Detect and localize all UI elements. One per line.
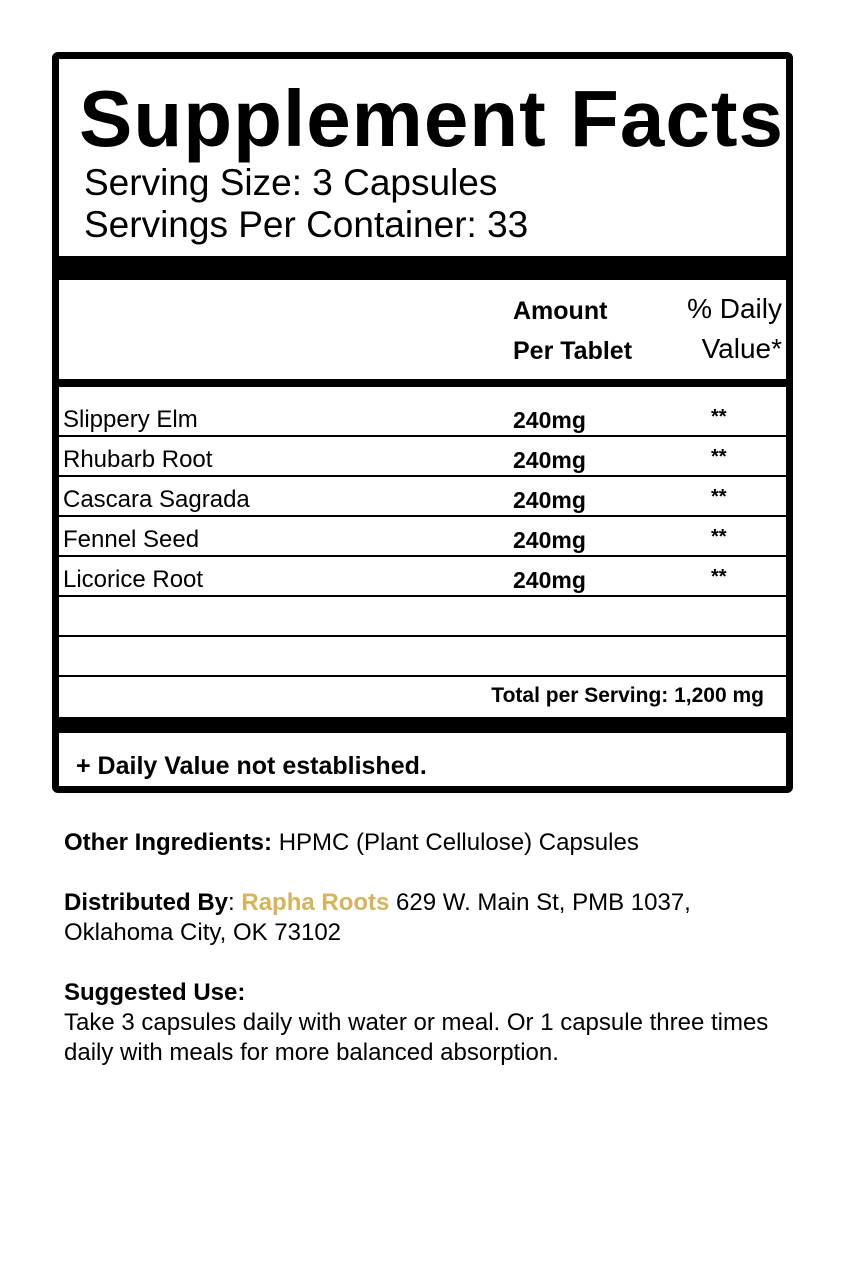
distributed-by-label: Distributed By [64, 889, 229, 916]
ingredient-amount: 240mg [513, 487, 586, 513]
table-row-empty [59, 637, 786, 677]
ingredient-name: Licorice Root [63, 566, 204, 593]
table-row [59, 437, 786, 477]
ingredient-daily-value: ** [711, 486, 727, 508]
ingredient-amount: 240mg [513, 567, 586, 593]
servings-per-container: Servings Per Container: 33 [84, 204, 529, 245]
other-ingredients [64, 828, 784, 858]
supplement-facts-panel [52, 52, 793, 793]
amount-header-line1: Amount [513, 297, 608, 325]
table-row [59, 397, 786, 437]
ingredient-daily-value: ** [711, 566, 727, 588]
ingredient-name: Slippery Elm [63, 406, 198, 433]
ingredient-name: Rhubarb Root [63, 446, 213, 473]
amount-header-line2: Per Tablet [513, 337, 633, 365]
ingredient-table [59, 397, 786, 677]
dv-header-line2: Value* [701, 333, 782, 364]
other-ingredients-value: HPMC (Plant Cellulose) Capsules [272, 829, 639, 856]
total-per-serving: Total per Serving: 1,200 mg [491, 684, 764, 707]
brand-name: Rapha Roots [241, 889, 390, 916]
ingredient-amount: 240mg [513, 447, 586, 473]
ingredient-name: Fennel Seed [63, 526, 200, 553]
other-ingredients-label: Other Ingredients: [64, 829, 273, 856]
ingredient-daily-value: ** [711, 446, 727, 468]
address-line1: 629 W. Main St, PMB 1037, [389, 889, 691, 916]
table-row-empty [59, 597, 786, 637]
table-row [59, 517, 786, 557]
table-row [59, 477, 786, 517]
distributed-by [64, 888, 784, 948]
distributed-by-line1 [64, 888, 784, 918]
distributed-by-colon: : [228, 889, 242, 916]
panel-title: Supplement Facts [79, 74, 785, 163]
thick-divider [59, 256, 786, 280]
address-line2: Oklahoma City, OK 73102 [64, 919, 342, 946]
suggested-use-label: Suggested Use: [64, 979, 246, 1006]
daily-value-column-header [642, 289, 782, 369]
ingredient-daily-value: ** [711, 406, 727, 428]
header-divider [59, 379, 786, 387]
table-row [59, 557, 786, 597]
serving-size: Serving Size: 3 Capsules [84, 162, 498, 203]
suggested-use-text: Take 3 capsules daily with water or meal. Or 1 capsule three times daily with meals for more balanced absorption. [64, 1009, 769, 1066]
dv-header-line1: % Daily [687, 293, 782, 324]
ingredient-amount: 240mg [513, 407, 586, 433]
suggested-use [64, 978, 784, 1068]
ingredient-daily-value: ** [711, 526, 727, 548]
footer-divider [59, 717, 786, 733]
daily-value-footnote: + Daily Value not established. [76, 752, 427, 780]
ingredient-name: Cascara Sagrada [63, 486, 250, 513]
ingredient-amount: 240mg [513, 527, 586, 553]
